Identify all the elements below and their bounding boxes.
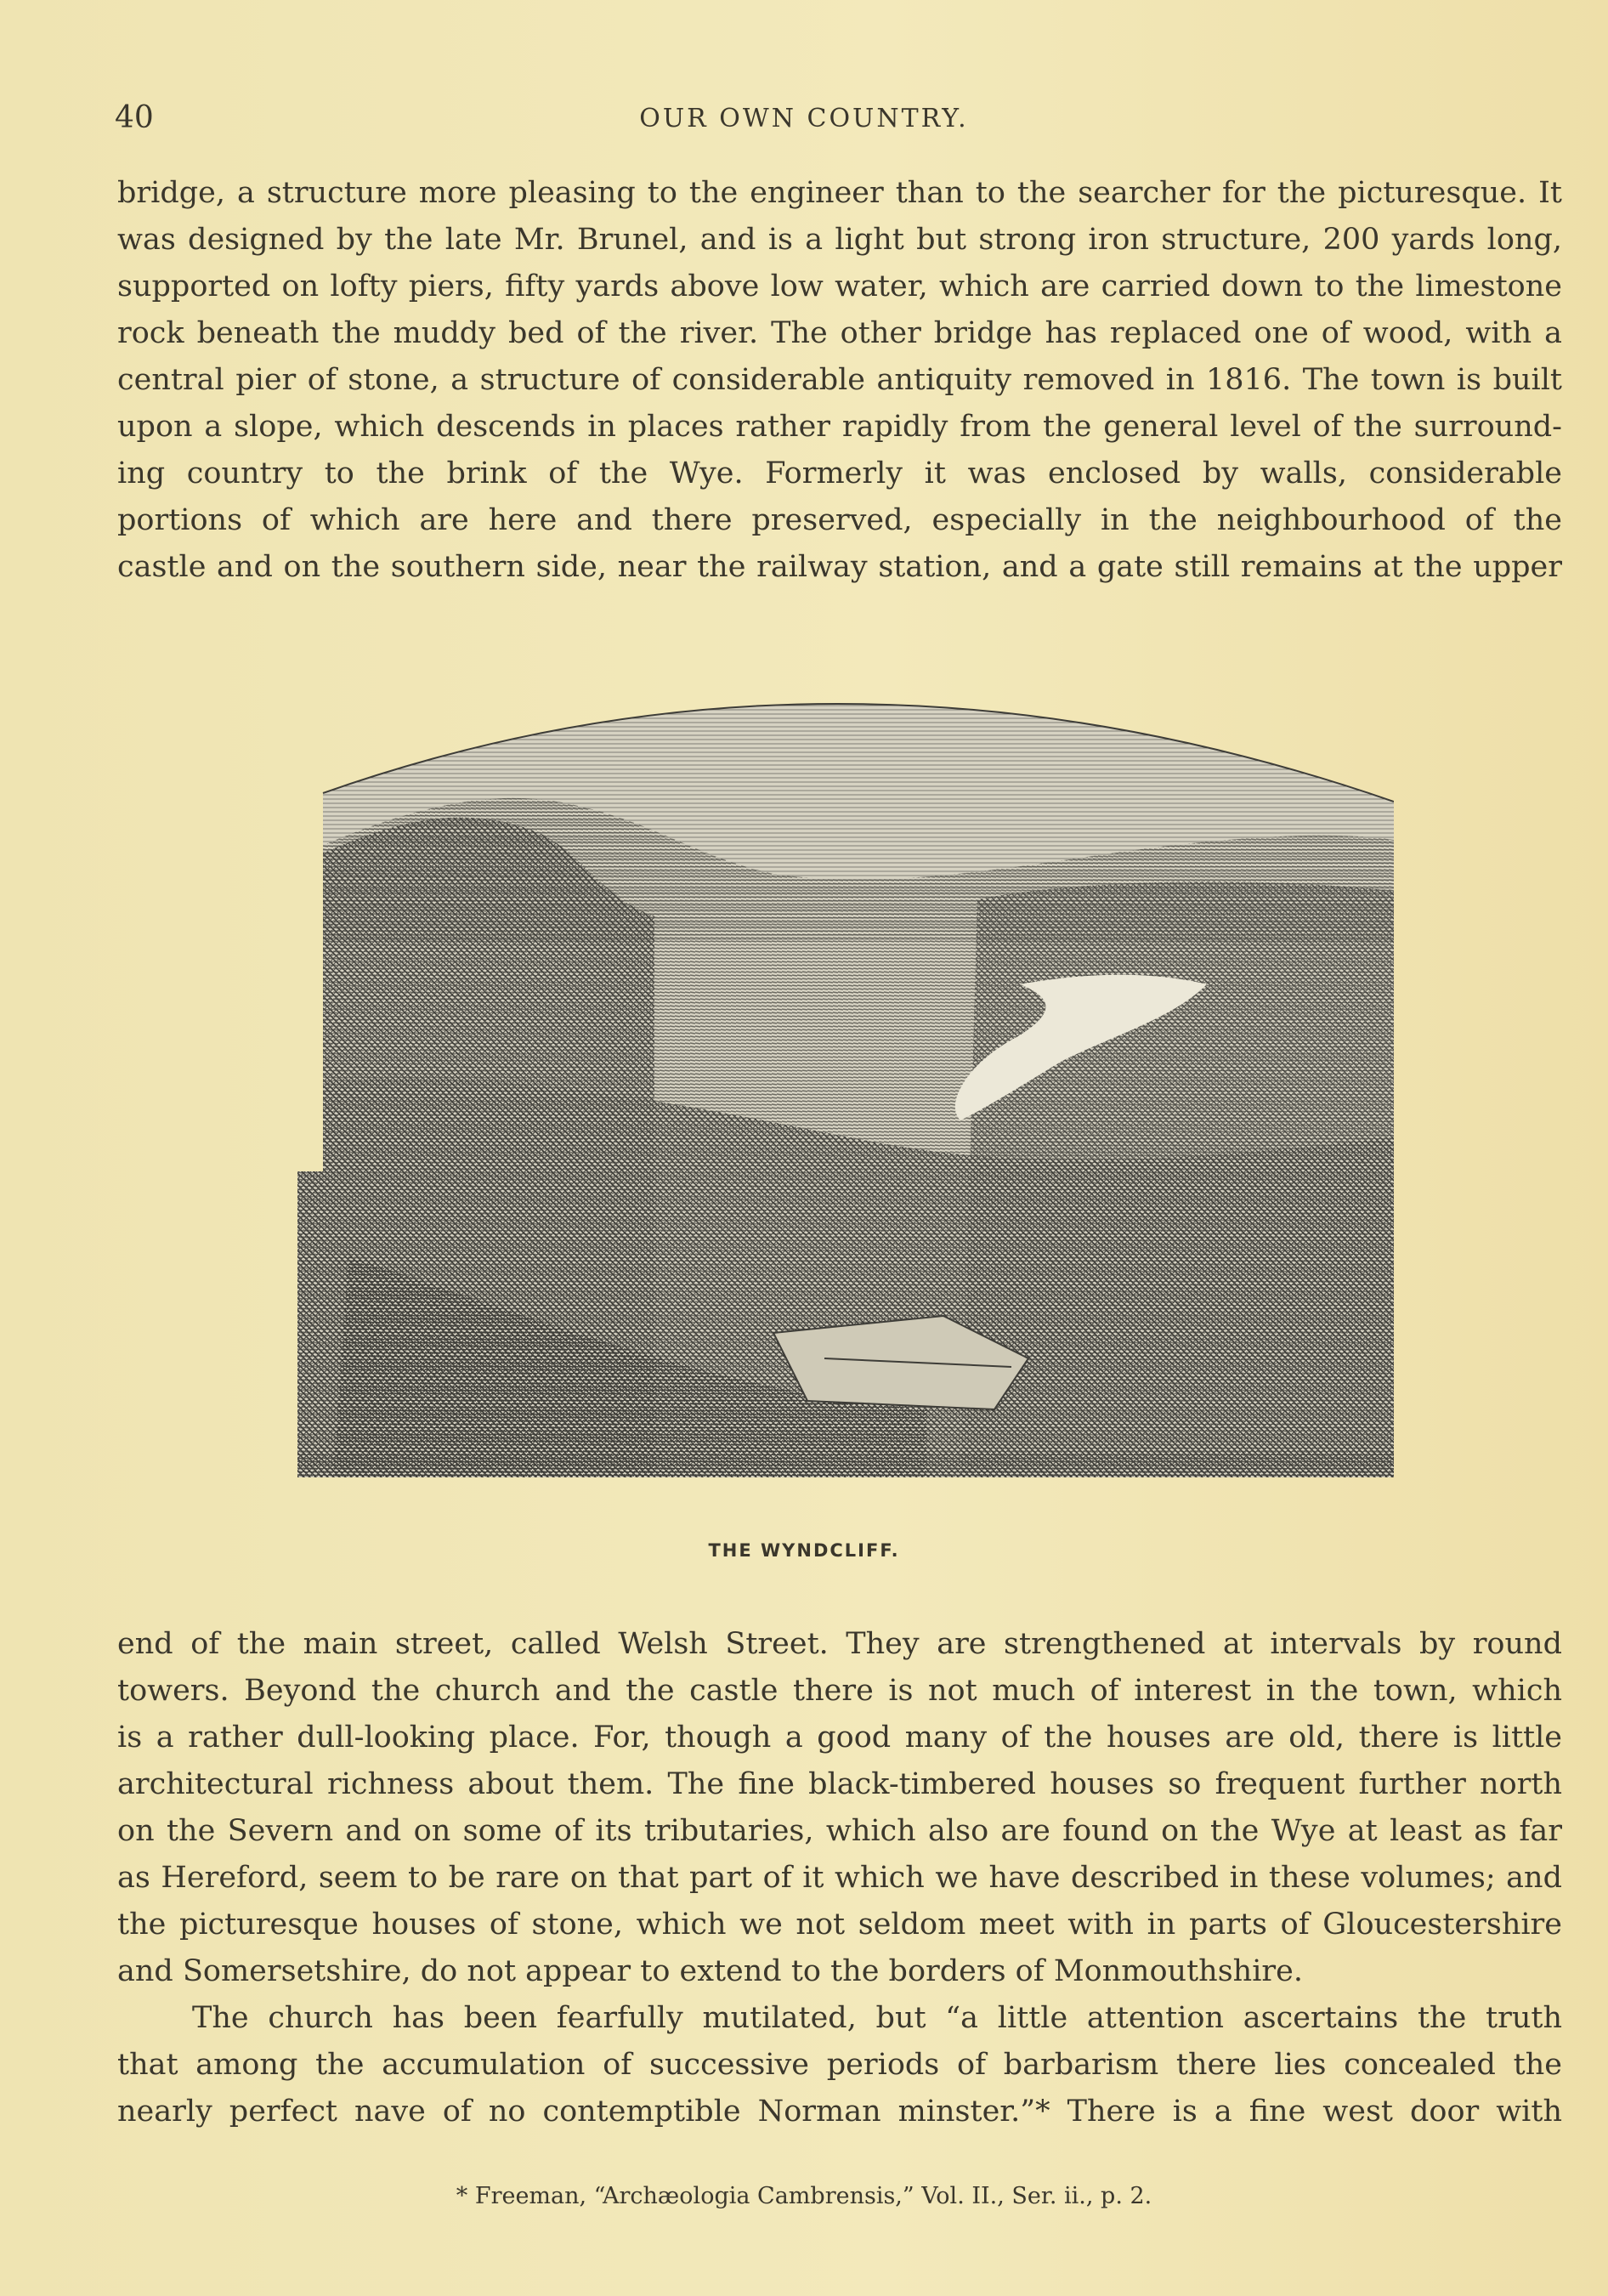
text-line: that among the accumulation of successive periods of barbarism there lies concealed the [117, 2048, 1562, 2082]
text-line: on the Severn and on some of its tributaries, which also are found on the Wye at least as far [117, 1814, 1562, 1848]
text-line: supported on lofty piers, fifty yards above low water, which are carried down to the limestone [117, 269, 1562, 303]
text-line: upon a slope, which descends in places rather rapidly from the general level of the surround- [117, 410, 1562, 444]
text-line: ing country to the brink of the Wye. Formerly it was enclosed by walls, considerable [117, 456, 1562, 490]
text-line: bridge, a structure more pleasing to the engineer than to the searcher for the picturesque. It [117, 176, 1562, 210]
text-line: architectural richness about them. The fine black-timbered houses so frequent further north [117, 1767, 1562, 1801]
page-number: 40 [115, 100, 154, 135]
running-title: OUR OWN COUNTRY. [639, 104, 969, 133]
footnote: * Freeman, “Archæologia Cambrensis,” Vol. II., Ser. ii., p. 2. [456, 2183, 1152, 2209]
text-line: central pier of stone, a structure of considerable antiquity removed in 1816. The town is built [117, 363, 1562, 397]
figure-caption: THE WYNDCLIFF. [708, 1540, 900, 1561]
text-line: was designed by the late Mr. Brunel, and is a light but strong iron structure, 200 yards long, [117, 223, 1562, 257]
body-text-top [117, 170, 1562, 591]
wyndcliff-engraving [297, 661, 1394, 1503]
text-line: The church has been fearfully mutilated, but “a little attention ascertains the truth [192, 2001, 1562, 2035]
text-line: is a rather dull-looking place. For, though a good many of the houses are old, there is little [117, 1721, 1562, 1755]
text-line: towers. Beyond the church and the castle there is not much of interest in the town, which [117, 1674, 1562, 1708]
text-line: rock beneath the muddy bed of the river. The other bridge has replaced one of wood, with a [117, 316, 1562, 350]
body-text-bottom [117, 1621, 1562, 2135]
text-line: end of the main street, called Welsh Street. They are strengthened at intervals by round [117, 1627, 1562, 1661]
text-line: the picturesque houses of stone, which we not seldom meet with in parts of Gloucestershire [117, 1908, 1562, 1942]
text-line: castle and on the southern side, near the railway station, and a gate still remains at the upper [117, 550, 1562, 584]
text-line: and Somersetshire, do not appear to extend to the borders of Monmouthshire. [117, 1954, 1303, 1988]
text-line: nearly perfect nave of no contemptible Norman minster.”* There is a fine west door with [117, 2095, 1562, 2129]
page-header [0, 100, 1608, 134]
text-line: as Hereford, seem to be rare on that part of it which we have described in these volumes; and [117, 1861, 1562, 1895]
text-line: portions of which are here and there preserved, especially in the neighbourhood of the [117, 503, 1562, 537]
